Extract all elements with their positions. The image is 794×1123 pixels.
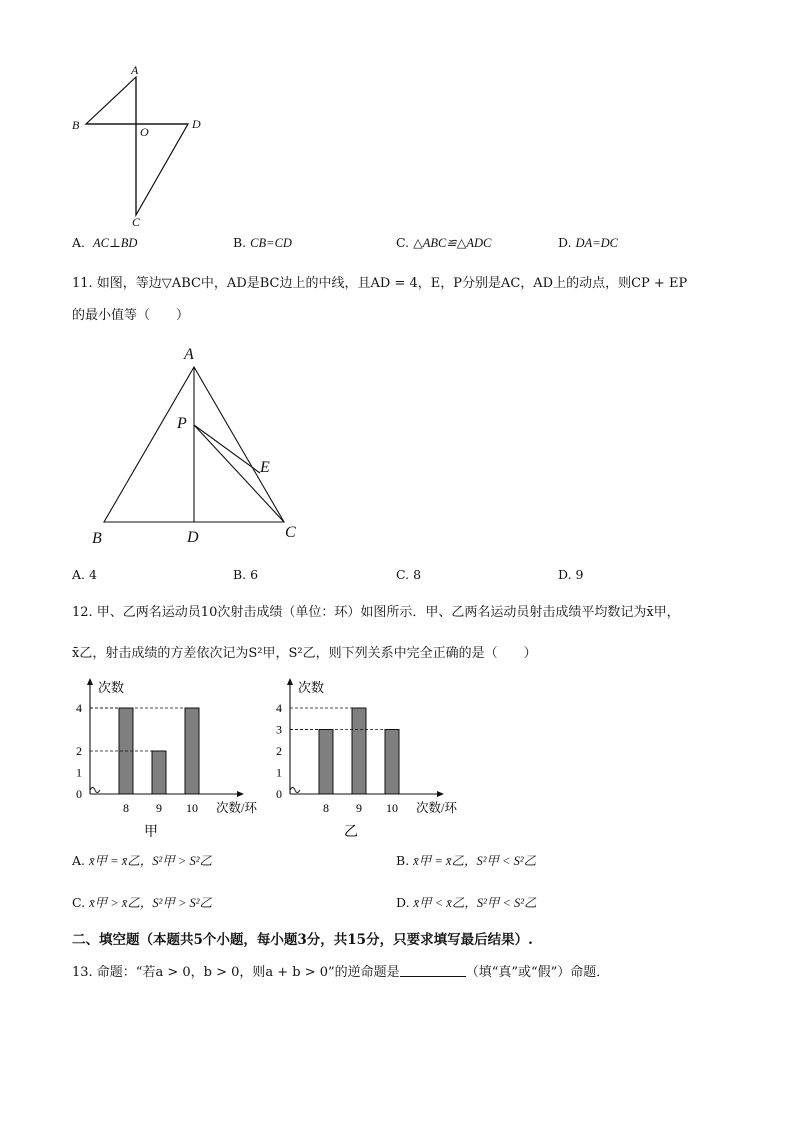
q12-option-a[interactable]: A. x̄甲 = x̄乙，S²甲 > S²乙 [72, 853, 212, 868]
x-tick-label: 9 [156, 801, 162, 815]
q12-stem-line1: 12. 甲、乙两名运动员10次射击成绩（单位：环）如图所示．甲、乙两名运动员射击成绩平均数记为x̄甲， [72, 605, 680, 620]
q11-triangle-figure [80, 340, 320, 550]
label-e: E [260, 459, 270, 476]
q10-option-b[interactable]: B. CB=CD [233, 235, 292, 250]
q11-option-a[interactable]: A. 4 [72, 567, 97, 582]
y-tick-label: 2 [76, 744, 82, 758]
q13-text-after: （填“真”或“假”）命题． [465, 965, 610, 980]
x-axis-arrow [237, 791, 244, 797]
x-tick-label: 9 [356, 801, 362, 815]
label-b: B [92, 530, 102, 547]
q11-option-d[interactable]: D. 9 [558, 567, 584, 582]
label-o: O [140, 125, 149, 139]
q11-stem-line1: 11. 如图，等边▽ABC中，AD是BC边上的中线，且AD = 4，E，P分别是AC，AD上的动点，则CP + EP [72, 276, 688, 291]
chart-jia-group [76, 678, 257, 840]
label-d: D [187, 529, 199, 546]
y-axis-label: 次数 [98, 680, 125, 695]
kite-outline [86, 77, 188, 215]
axis-break [290, 788, 300, 793]
bar-10 [185, 708, 199, 794]
x-axis-label: 次数/环 [216, 801, 257, 815]
bar-9 [152, 751, 166, 794]
label-d: D [192, 117, 201, 131]
q11-stem-line2: 的最小值等（ ） [72, 308, 190, 323]
y-axis-label: 次数 [298, 680, 325, 695]
x-axis-arrow [437, 791, 444, 797]
q12-option-b[interactable]: B. x̄甲 = x̄乙，S²甲 < S²乙 [396, 853, 537, 868]
q12-option-c[interactable]: C. x̄甲 > x̄乙，S²甲 > S²乙 [72, 895, 213, 910]
section-heading: 二、填空题（本题共5个小题，每小题3分，共15分，只要求填写最后结果）. [72, 932, 533, 948]
label-p: P [177, 415, 187, 432]
q12-option-d[interactable]: D. x̄甲 < x̄乙，S²甲 < S²乙 [396, 895, 537, 910]
chart-yi-group [276, 678, 457, 840]
q11-option-b[interactable]: B. 6 [233, 567, 259, 582]
q13-text-before: 13. 命题：“若a > 0，b > 0，则a + b > 0”的逆命题是 [72, 965, 400, 980]
y-tick-label: 1 [76, 765, 82, 780]
bar-9 [352, 708, 366, 794]
q13-stem [72, 964, 609, 981]
q13-answer-blank[interactable] [400, 964, 466, 977]
y-axis-arrow [287, 678, 293, 685]
y-tick-label: 2 [276, 744, 282, 758]
axis-break [90, 788, 100, 793]
label-c: C [132, 215, 141, 229]
x-axis-label: 次数/环 [416, 801, 457, 815]
bar-10 [385, 730, 399, 795]
chart-jia [66, 676, 276, 846]
label-a: A [184, 346, 194, 363]
y-tick-label: 0 [76, 787, 82, 801]
x-tick-label: 10 [186, 801, 198, 815]
label-a: A [131, 63, 139, 77]
chart-title: 甲 [144, 825, 158, 840]
q10-option-d[interactable]: D. DA=DC [558, 235, 619, 250]
bar-8 [319, 730, 333, 795]
label-c: C [285, 524, 296, 541]
q11-option-c[interactable]: C. 8 [396, 567, 422, 582]
x-tick-label: 10 [386, 801, 398, 815]
q12-stem-line2: x̄乙，射击成绩的方差依次记为S²甲，S²乙，则下列关系中完全正确的是（ ） [72, 646, 537, 661]
y-tick-label: 3 [276, 722, 282, 737]
q10-option-c[interactable]: C. △ABC≌△ADC [396, 235, 492, 250]
chart-yi [266, 676, 476, 846]
segment-pe [194, 425, 260, 473]
x-tick-label: 8 [323, 801, 329, 815]
y-tick-label: 4 [76, 701, 82, 715]
y-tick-label: 1 [276, 765, 282, 780]
y-tick-label: 4 [276, 701, 282, 715]
label-b: B [72, 118, 80, 132]
q10-option-a[interactable]: A. AC⊥BD [72, 235, 138, 250]
x-tick-label: 8 [123, 801, 129, 815]
y-axis-arrow [87, 678, 93, 685]
segment-pc [194, 425, 284, 522]
y-tick-label: 0 [276, 787, 282, 801]
q10-kite-figure [60, 60, 220, 230]
chart-title: 乙 [344, 825, 358, 840]
